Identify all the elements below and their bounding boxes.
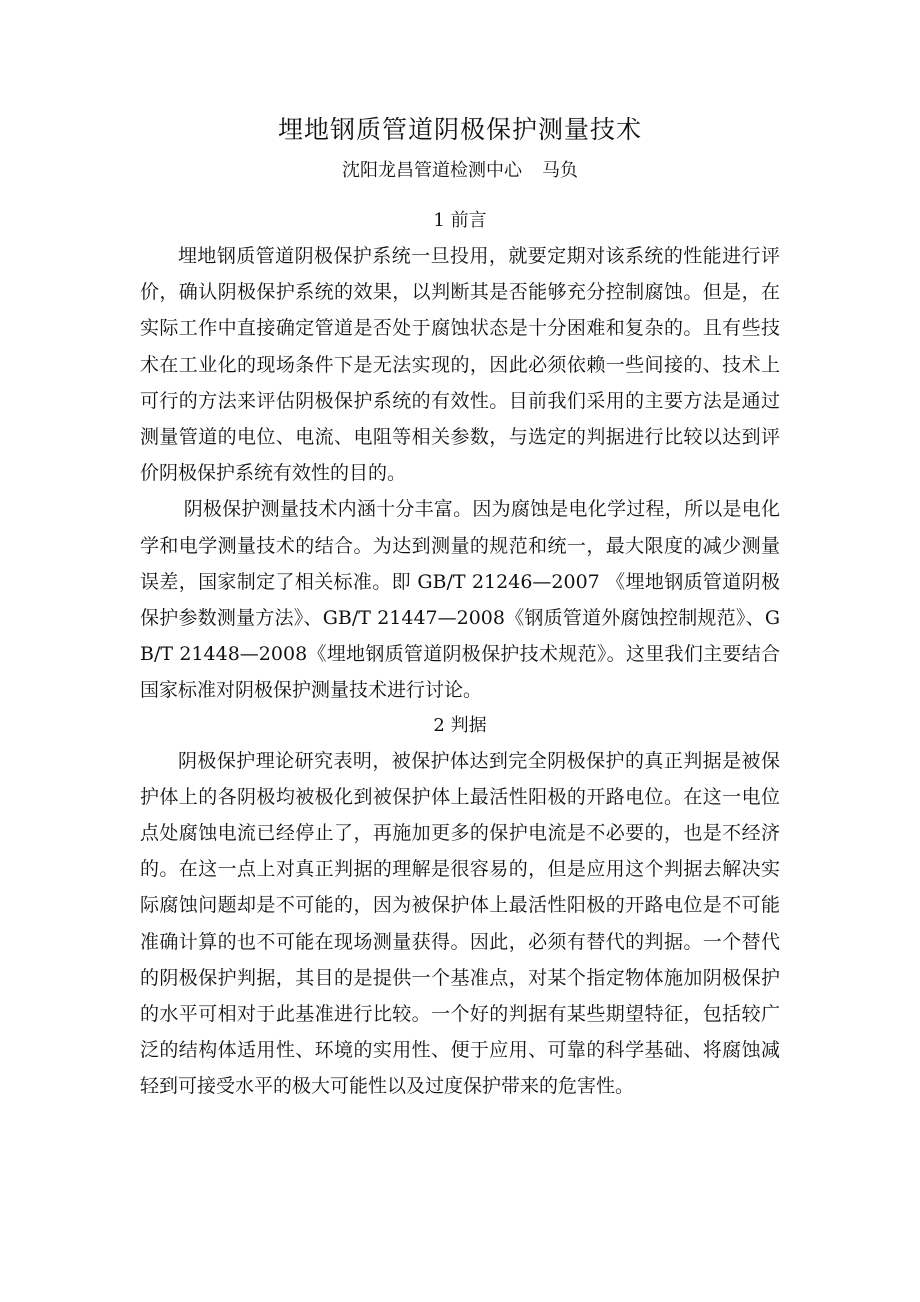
document-title: 埋地钢质管道阴极保护测量技术 [277,115,642,144]
preface-paragraph-1: 埋地钢质管道阴极保护系统一旦投用，就要定期对该系统的性能进行评价，确认阴极保护系统的效果，以判断其是否能够充分控制腐蚀。但是，在实际工作中直接确定管道是否处于腐蚀状态是十分困难和复杂的。且有些技术在工业化的现场条件下是无法实现的，因此必须依赖一些间接的、技术上可行的方法来评估阴极保护系统的有效性。目前我们采用的主要方法是通过测量管道的电位、电流、电阻等相关参数，与选定的判据进行比较以达到评价阴极保护系统有效性的目的。 [140,245,780,485]
author-organization: 沈阳龙昌管道检测中心 [342,160,522,181]
preface-paragraph-2: 阴极保护测量技术内涵十分丰富。因为腐蚀是电化学过程，所以是电化学和电学测量技术的结合。为达到测量的规范和统一，最大限度的减少测量误差，国家制定了相关标准。即 GB/T 21246—2007 《埋地钢质管道阴极保护参数测量方法》、GB/T 21447—2008《钢质管道外腐蚀控制规范》、GB/T 21448—2008《埋地钢质管道阴极保护技术规范》。这里我们主要结合国家标准对阴极保护测量技术进行讨论。 [140,498,780,702]
author-name: 马负 [542,160,578,181]
author-line [140,156,780,186]
section-heading-criteria: 2 判据 [433,714,487,736]
section-heading-preface: 1 前言 [433,210,487,231]
criteria-paragraph-1: 阴极保护理论研究表明，被保护体达到完全阴极保护的真正判据是被保护体上的各阴极均被极化到被保护体上最活性阳极的开路电位。在这一电位点处腐蚀电流已经停止了，再施加更多的保护电流是不必要的，也是不经济的。在这一点上对真正判据的理解是很容易的，但是应用这个判据去解决实际腐蚀问题却是不可能的，因为被保护体上最活性阳极的开路电位是不可能准确计算的也不可能在现场测量获得。因此，必须有替代的判据。一个替代的阴极保护判据，其目的是提供一个基准点，对某个指定物体施加阴极保护的水平可相对于此基准进行比较。一个好的判据有某些期望特征，包括较广泛的结构体适用性、环境的实用性、便于应用、可靠的科学基础、将腐蚀减轻到可接受水平的极大可能性以及过度保护带来的危害性。 [140,749,780,1098]
